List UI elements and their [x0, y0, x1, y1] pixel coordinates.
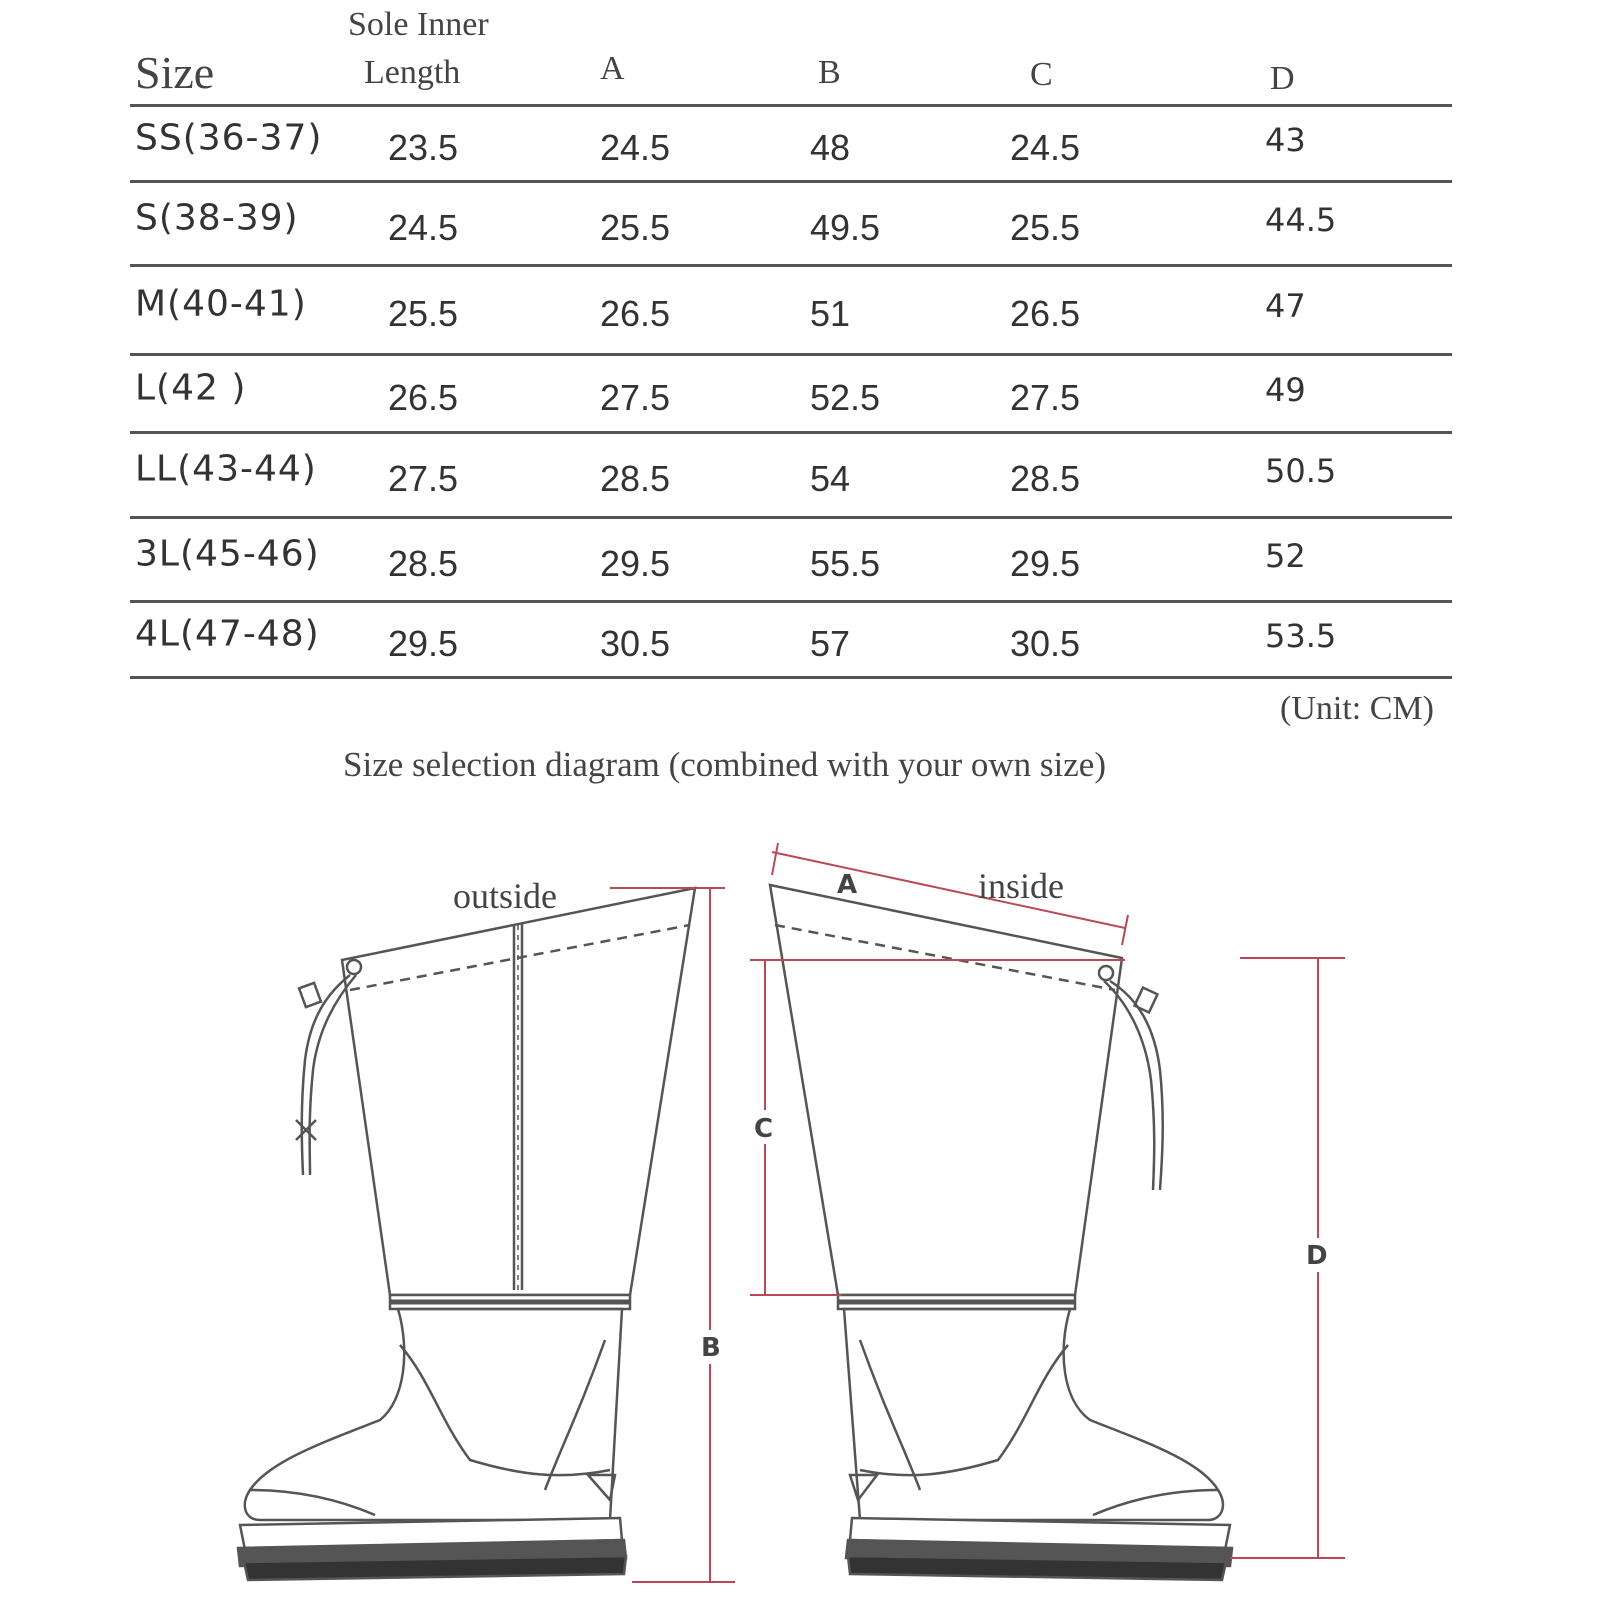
cell-sole: 25.5 [388, 293, 459, 334]
cell-size: LL(43-44) [135, 448, 317, 490]
inside-label: inside [978, 866, 1064, 906]
cell-b: 48 [810, 126, 851, 168]
header-a: A [600, 50, 625, 87]
outside-boot-illustration [238, 888, 695, 1580]
cell-size: L(42 ) [135, 367, 247, 408]
cell-d: 52 [1265, 536, 1306, 575]
dimension-c-label: C [754, 1114, 774, 1144]
cell-sole: 27.5 [388, 458, 459, 499]
table-row [130, 267, 1452, 356]
cell-b: 55.5 [810, 542, 881, 584]
unit-note: (Unit: CM) [1280, 690, 1434, 727]
table-row [130, 434, 1452, 519]
dimension-a-label: A [837, 870, 858, 900]
header-sole-line1: Sole Inner [348, 6, 489, 43]
inside-boot-illustration [770, 885, 1232, 1580]
size-table [130, 0, 1452, 679]
table-header-row [130, 0, 1452, 107]
cell-a: 27.5 [600, 376, 671, 418]
cell-size: 4L(47-48) [135, 613, 320, 654]
cell-size: S(38-39) [135, 197, 299, 238]
table-row [130, 603, 1452, 679]
dimension-a-line [772, 852, 1125, 928]
cell-d: 50.5 [1265, 452, 1337, 490]
cell-d: 49 [1265, 370, 1306, 409]
cell-c: 28.5 [1010, 458, 1081, 499]
cell-a: 26.5 [600, 293, 671, 334]
cell-b: 54 [810, 458, 851, 499]
cell-sole: 28.5 [388, 542, 459, 584]
header-d: D [1270, 60, 1295, 97]
cell-d: 44.5 [1265, 200, 1337, 239]
cell-size: 3L(45-46) [135, 533, 320, 574]
dimension-b-label: B [701, 1333, 721, 1363]
cell-size: SS(36-37) [135, 117, 323, 158]
dimension-a-right-tick [1122, 915, 1128, 945]
cell-a: 30.5 [600, 622, 671, 664]
header-b: B [818, 54, 841, 91]
dimension-d-label: D [1306, 1241, 1328, 1271]
cell-c: 24.5 [1010, 126, 1081, 168]
table-row [130, 183, 1452, 267]
cell-sole: 29.5 [388, 622, 459, 664]
cell-d: 43 [1265, 120, 1306, 159]
cell-c: 30.5 [1010, 622, 1081, 664]
cell-c: 27.5 [1010, 376, 1081, 418]
boot-size-diagram [0, 800, 1600, 1600]
cell-c: 29.5 [1010, 542, 1081, 584]
table-row [130, 519, 1452, 603]
cell-b: 51 [810, 293, 851, 334]
header-size: Size [135, 47, 215, 98]
header-sole-line2: Length [364, 54, 461, 91]
cell-c: 25.5 [1010, 206, 1081, 248]
cell-size: M(40-41) [135, 283, 307, 325]
table-row [130, 356, 1452, 434]
cell-b: 49.5 [810, 206, 881, 248]
cell-b: 52.5 [810, 376, 881, 418]
cell-a: 25.5 [600, 206, 671, 248]
dimension-a-left-tick [772, 843, 778, 875]
cell-c: 26.5 [1010, 293, 1081, 334]
header-c: C [1030, 56, 1053, 93]
diagram-title: Size selection diagram (combined with your own size) [343, 745, 1106, 784]
cell-sole: 26.5 [388, 376, 459, 418]
outside-label: outside [453, 876, 557, 916]
cell-a: 28.5 [600, 458, 671, 499]
dimension-lines [610, 843, 1345, 1582]
cell-d: 53.5 [1265, 616, 1337, 655]
cell-b: 57 [810, 622, 851, 664]
cell-a: 24.5 [600, 126, 671, 168]
cell-a: 29.5 [600, 542, 671, 584]
cell-sole: 23.5 [388, 126, 459, 168]
cell-sole: 24.5 [388, 206, 459, 248]
cell-d: 47 [1265, 287, 1306, 325]
table-row [130, 107, 1452, 183]
